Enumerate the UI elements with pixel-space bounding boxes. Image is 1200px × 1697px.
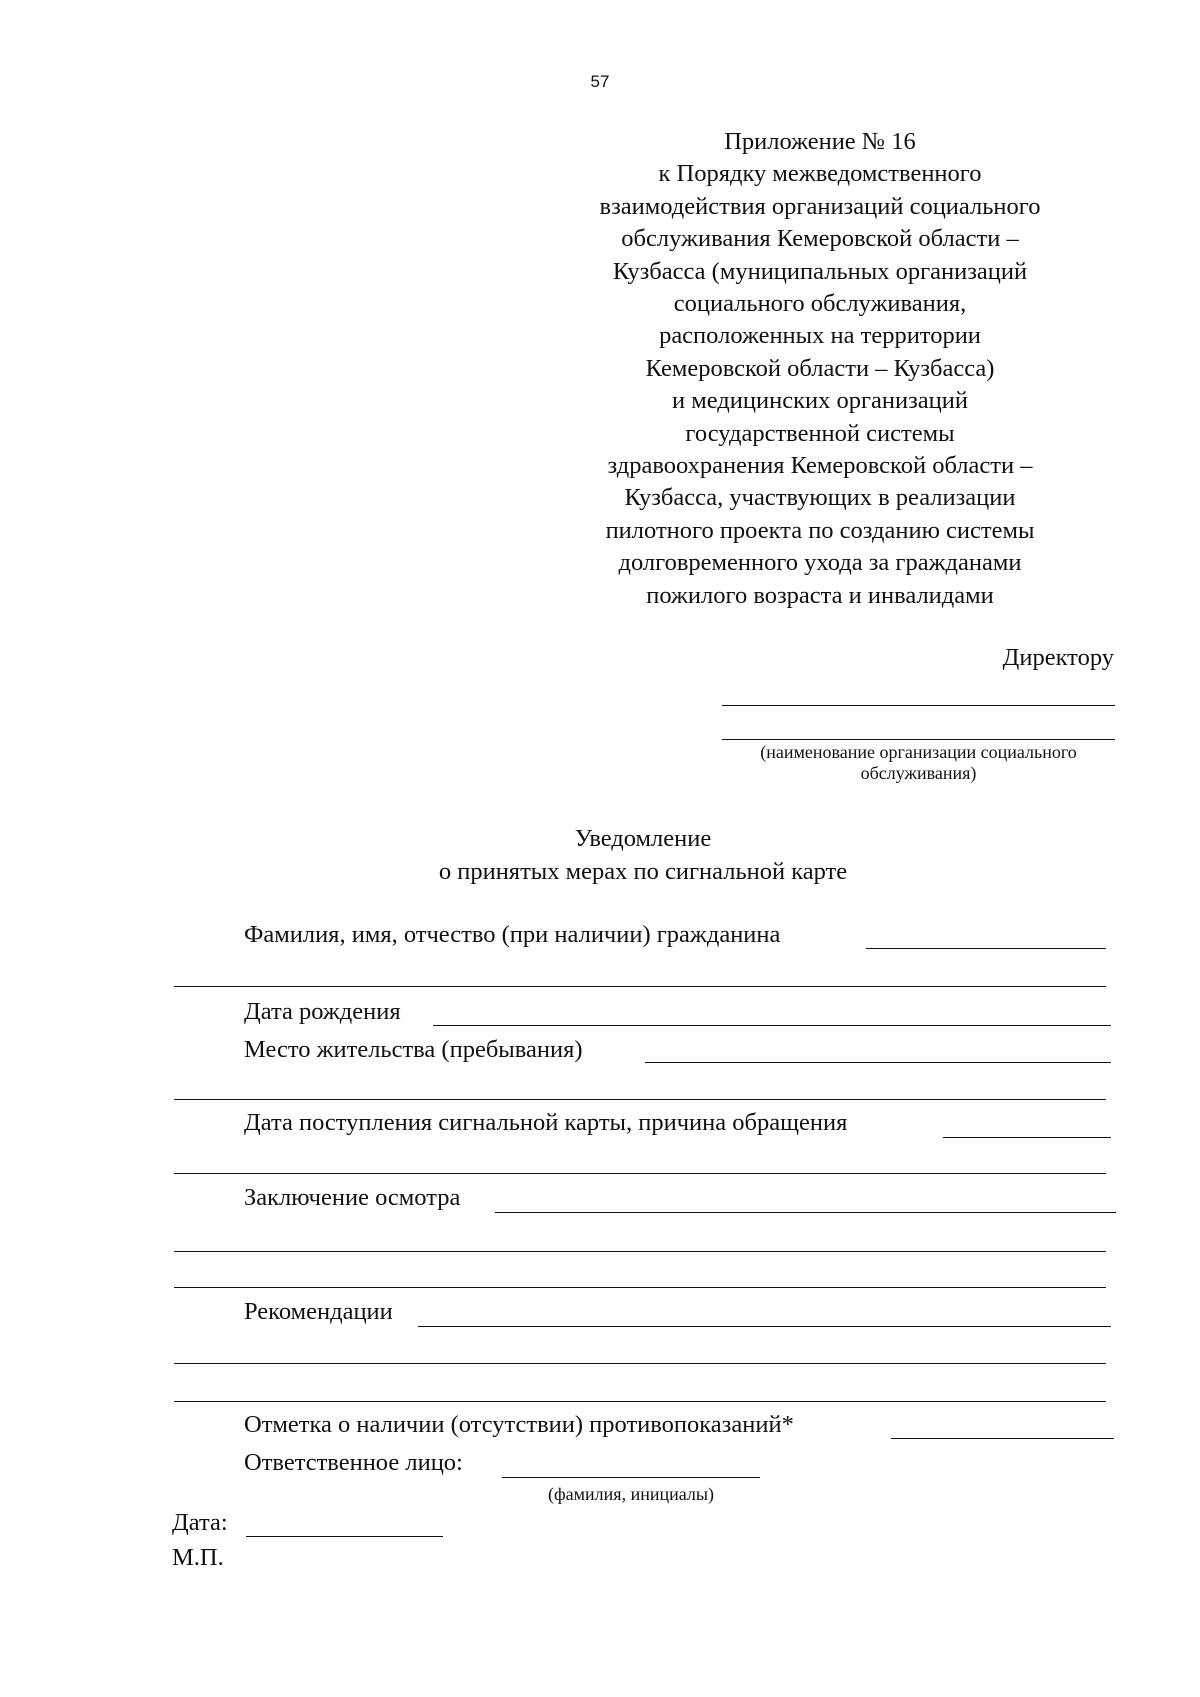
responsible-note: (фамилия, инициалы): [548, 1484, 714, 1504]
conclusion-field[interactable]: [495, 1212, 1116, 1213]
residence-field-continued[interactable]: [174, 1099, 1106, 1100]
appendix-line: государственной системы: [685, 419, 955, 447]
birth-date-field[interactable]: [433, 1025, 1111, 1026]
contraindications-field[interactable]: [891, 1438, 1114, 1439]
appendix-line: пилотного проекта по созданию системы: [605, 516, 1035, 544]
appendix-line: социального обслуживания,: [673, 290, 967, 318]
appendix-line: Приложение № 16: [724, 128, 916, 155]
conclusion-field-continued[interactable]: [174, 1251, 1106, 1252]
contraindications-label: Отметка о наличии (отсутствии) противопоказаний*: [244, 1411, 794, 1438]
appendix-line: и медицинских организаций: [672, 387, 968, 415]
recommendations-label: Рекомендации: [244, 1298, 393, 1325]
recommendations-field-continued[interactable]: [174, 1363, 1106, 1364]
date-field[interactable]: [246, 1536, 443, 1537]
card-date-field[interactable]: [943, 1137, 1111, 1138]
full-name-field-continued[interactable]: [174, 986, 1106, 987]
appendix-line: расположенных на территории: [659, 322, 981, 350]
seal-label: М.П.: [172, 1544, 224, 1571]
birth-date-label: Дата рождения: [244, 998, 401, 1025]
full-name-field[interactable]: [866, 948, 1106, 949]
responsible-field[interactable]: [502, 1477, 760, 1478]
card-date-field-continued[interactable]: [174, 1173, 1106, 1174]
addressee-line[interactable]: [722, 705, 1115, 706]
page-number: 57: [590, 72, 610, 91]
appendix-line: долговременного ухода за гражданами: [618, 549, 1022, 577]
appendix-line: Кузбасса, участвующих в реализации: [624, 484, 1016, 512]
appendix-line: пожилого возраста и инвалидами: [646, 581, 994, 609]
residence-label: Место жительства (пребывания): [244, 1036, 583, 1063]
date-label: Дата:: [172, 1509, 228, 1536]
addressee-label: Директору: [1002, 644, 1114, 671]
appendix-header: [560, 126, 1080, 612]
conclusion-label: Заключение осмотра: [244, 1184, 461, 1211]
appendix-line: взаимодействия организаций социального: [599, 192, 1041, 220]
addressee-line[interactable]: [722, 739, 1115, 740]
conclusion-field-continued[interactable]: [174, 1287, 1106, 1288]
full-name-label: Фамилия, имя, отчество (при наличии) гражданина: [244, 921, 781, 948]
appendix-line: Кемеровской области – Кузбасса): [645, 354, 995, 382]
appendix-line: здравоохранения Кемеровской области –: [607, 452, 1033, 480]
document-title: Уведомление о принятых мерах по сигнальной карте: [438, 825, 848, 885]
residence-field[interactable]: [645, 1062, 1111, 1063]
card-date-label: Дата поступления сигнальной карты, причина обращения: [244, 1109, 848, 1136]
appendix-line: Кузбасса (муниципальных организаций: [612, 257, 1028, 285]
responsible-label: Ответственное лицо:: [244, 1449, 463, 1476]
addressee-note: (наименование организации социального обслуживания): [760, 742, 1077, 783]
appendix-line: к Порядку межведомственного: [658, 160, 982, 188]
recommendations-field-continued[interactable]: [174, 1401, 1106, 1402]
recommendations-field[interactable]: [418, 1326, 1111, 1327]
appendix-line: обслуживания Кемеровской области –: [621, 225, 1019, 253]
